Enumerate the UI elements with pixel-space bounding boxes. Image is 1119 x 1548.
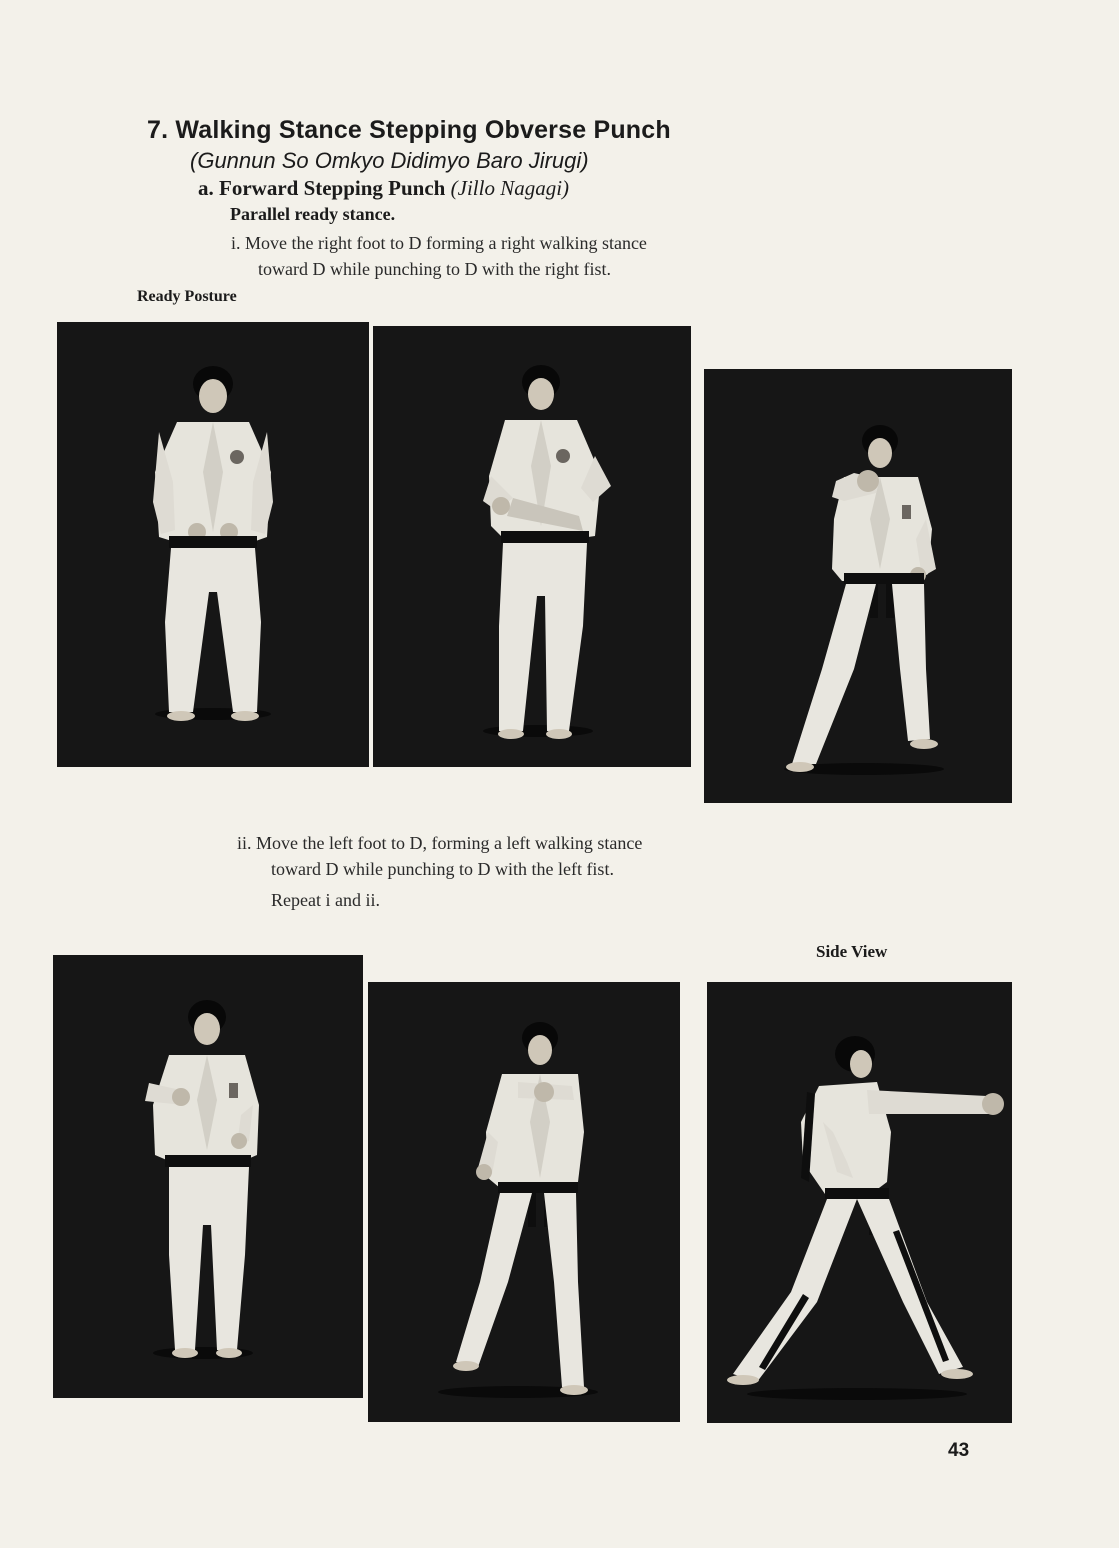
sub-heading-label: a. Forward Stepping Punch [198, 176, 446, 200]
photo-left-punch [368, 982, 680, 1422]
figure-left-punch [368, 982, 680, 1422]
caption-side-view: Side View [816, 942, 888, 961]
step-ii-text [237, 830, 642, 882]
repeat-instruction: Repeat i and ii. [271, 890, 380, 910]
figure-ready-posture [57, 322, 369, 767]
sub-heading [198, 176, 569, 201]
page-number: 43 [948, 1440, 970, 1461]
step-i-line-1: i. Move the right foot to D forming a right walking stance [231, 233, 647, 253]
step-i-line-2: toward D while punching to D with the right fist. [258, 259, 611, 279]
photo-ready-posture [57, 322, 369, 767]
stance-instruction: Parallel ready stance. [230, 204, 396, 224]
photo-side-view [707, 982, 1012, 1423]
section-subtitle: (Gunnun So Omkyo Didimyo Baro Jirugi) [190, 148, 589, 173]
step-ii-line-2: toward D while punching to D with the left fist. [271, 859, 614, 879]
photo-right-punch [704, 369, 1012, 803]
sub-heading-romanized: (Jillo Nagagi) [450, 176, 570, 200]
figure-side-view [707, 982, 1012, 1423]
figure-left-punch-start [53, 955, 363, 1398]
photo-left-punch-start [53, 955, 363, 1398]
photo-step-transition [373, 326, 691, 767]
caption-ready-posture: Ready Posture [137, 288, 237, 305]
figure-step-transition [373, 326, 691, 767]
step-ii-line-1: ii. Move the left foot to D, forming a left walking stance [237, 833, 643, 853]
figure-right-punch [704, 369, 1012, 803]
step-i-text [231, 230, 647, 282]
section-title: 7. Walking Stance Stepping Obverse Punch [147, 116, 671, 144]
